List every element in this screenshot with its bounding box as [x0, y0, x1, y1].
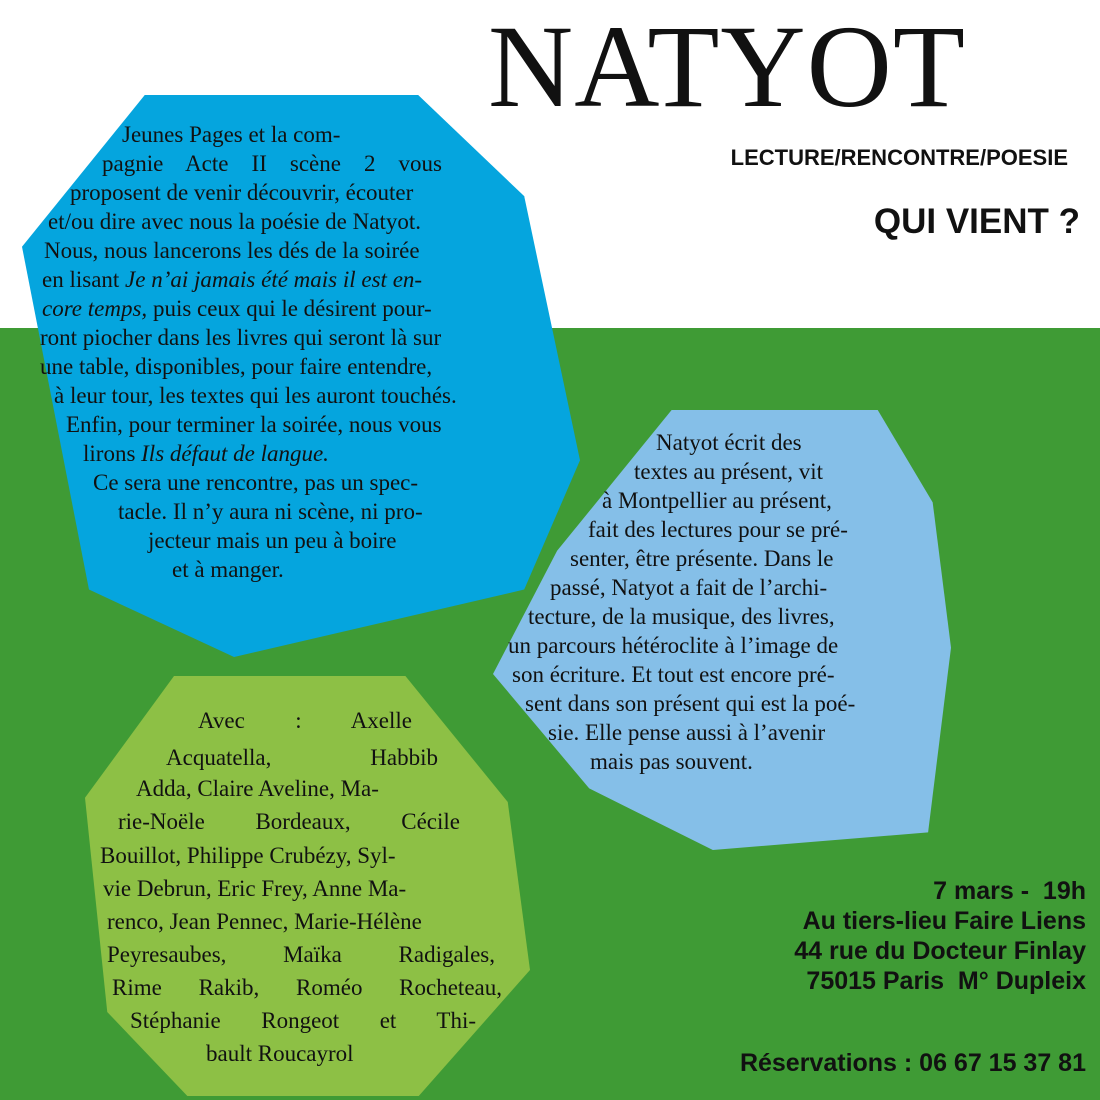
- intro-line: une table, disponibles, pour faire entendre,: [40, 354, 433, 379]
- event-details: [794, 876, 1086, 996]
- intro-line-start: [42, 294, 432, 323]
- cast-line: Acquatella, Habbib: [166, 745, 438, 770]
- bio-line: tecture, de la musique, des livres,: [528, 604, 835, 629]
- intro-line: Ce sera une rencontre, pas un spec-: [93, 470, 419, 495]
- event-city-metro: 75015 Paris M° Dupleix: [806, 967, 1086, 995]
- cast-line: Stéphanie Rongeot et Thi-: [130, 1008, 476, 1033]
- cast-line: renco, Jean Pennec, Marie-Hélène: [107, 909, 422, 934]
- bio-line: Natyot écrit des: [656, 430, 802, 455]
- event-venue: Au tiers-lieu Faire Liens: [802, 907, 1086, 935]
- bio-line: textes au présent, vit: [634, 459, 824, 484]
- intro-line: Jeunes Pages et la com-: [122, 122, 341, 147]
- cast-line: Avec : Axelle: [198, 708, 412, 733]
- bio-line: mais pas souvent.: [590, 749, 753, 774]
- poster-title: NATYOT: [488, 1, 966, 132]
- cast-line: Bouillot, Philippe Crubézy, Syl-: [100, 843, 396, 868]
- intro-line-start: [42, 265, 422, 294]
- reservations: Réservations : 06 67 15 37 81: [739, 1049, 1086, 1077]
- book-title-1b: core temps,: [42, 296, 148, 321]
- bio-line: son écriture. Et tout est encore pré-: [512, 662, 835, 687]
- event-date-time: 7 mars - 19h: [933, 877, 1086, 905]
- cast-line: Peyresaubes, Maïka Radigales,: [107, 942, 495, 967]
- intro-line: jecteur mais un peu à boire: [148, 528, 397, 553]
- bio-line: fait des lectures pour se pré-: [588, 517, 848, 542]
- bio-line: passé, Natyot a fait de l’archi-: [550, 575, 828, 600]
- intro-line: proposent de venir découvrir, écouter: [70, 180, 414, 205]
- event-question: QUI VIENT ?: [873, 202, 1080, 241]
- bio-line: sie. Elle pense aussi à l’avenir: [548, 720, 826, 745]
- cast-line: vie Debrun, Eric Frey, Anne Ma-: [103, 876, 407, 901]
- cast-line: Adda, Claire Aveline, Ma-: [136, 776, 379, 801]
- intro-line: tacle. Il n’y aura ni scène, ni pro-: [118, 499, 423, 524]
- intro-line: pagnie Acte II scène 2 vous: [102, 151, 442, 176]
- book-title-1a: Je n’ai jamais été mais il est en-: [125, 267, 423, 292]
- bio-line: senter, être présente. Dans le: [570, 546, 834, 571]
- intro-line: à leur tour, les textes qui les auront touchés.: [54, 383, 457, 408]
- event-street: 44 rue du Docteur Finlay: [794, 937, 1086, 965]
- intro-line-part: lirons: [83, 441, 142, 466]
- intro-line: et à manger.: [172, 557, 284, 582]
- book-title-2: Ils défaut de langue.: [141, 441, 329, 466]
- intro-line: ront piocher dans les livres qui seront là sur: [40, 325, 442, 350]
- intro-line-start: [83, 439, 329, 468]
- intro-line: et/ou dire avec nous la poésie de Natyot.: [48, 209, 421, 234]
- bio-line: à Montpellier au présent,: [602, 488, 832, 513]
- bio-line: un parcours hétéroclite à l’image de: [508, 633, 839, 658]
- bio-line: sent dans son présent qui est la poé-: [525, 691, 856, 716]
- event-subtitle: LECTURE/RENCONTRE/POESIE: [730, 145, 1068, 170]
- intro-line-part: en lisant: [42, 267, 126, 292]
- cast-line: Rime Rakib, Roméo Rocheteau,: [112, 975, 502, 1000]
- cast-line: rie-Noële Bordeaux, Cécile: [118, 809, 460, 834]
- intro-line: Nous, nous lancerons les dés de la soirée: [44, 238, 420, 263]
- intro-line-part: puis ceux qui le désirent pour-: [147, 296, 432, 321]
- intro-line: Enfin, pour terminer la soirée, nous vous: [66, 412, 442, 437]
- cast-line: bault Roucayrol: [206, 1041, 354, 1066]
